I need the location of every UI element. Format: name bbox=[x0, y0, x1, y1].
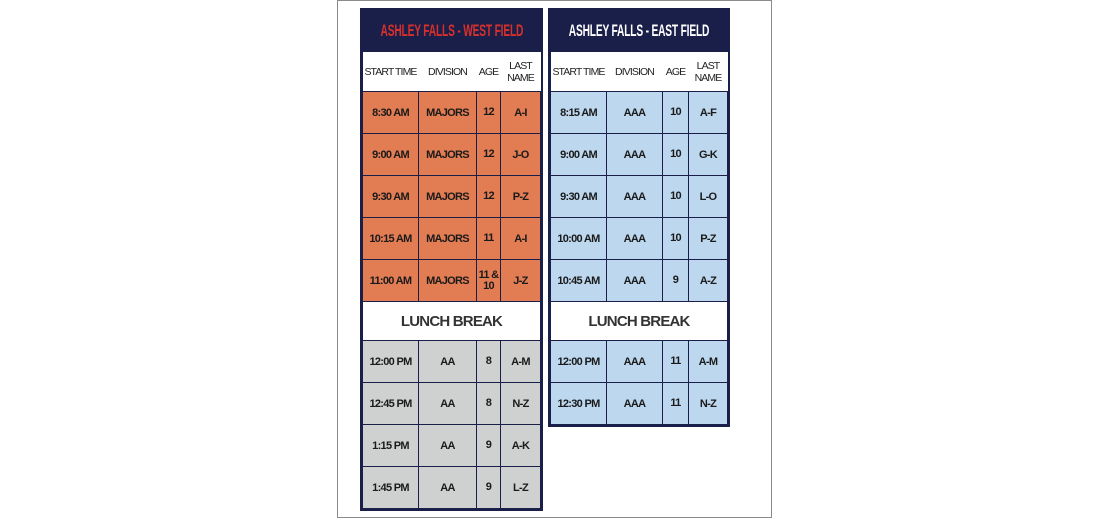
cell-start-time: 9:30 AM bbox=[551, 176, 607, 218]
cell-division: MAJORS bbox=[419, 134, 477, 176]
cell-start-time: 1:45 PM bbox=[363, 467, 419, 509]
table-row bbox=[363, 134, 541, 176]
cell-age: 10 bbox=[663, 176, 689, 218]
cell-last-name: L-Z bbox=[501, 467, 541, 509]
east-field-schedule bbox=[548, 8, 730, 427]
table-row bbox=[551, 92, 728, 134]
cell-start-time: 12:45 PM bbox=[363, 383, 419, 425]
cell-last-name: N-Z bbox=[689, 383, 728, 425]
cell-age: 9 bbox=[477, 467, 501, 509]
cell-start-time: 9:00 AM bbox=[551, 134, 607, 176]
cell-division: AAA bbox=[607, 260, 663, 302]
cell-age: 11 & 10 bbox=[477, 260, 501, 302]
cell-start-time: 10:15 AM bbox=[363, 218, 419, 260]
east-field-title-bar bbox=[550, 10, 728, 51]
cell-division: AA bbox=[419, 341, 477, 383]
table-row bbox=[551, 341, 728, 383]
cell-start-time: 8:15 AM bbox=[551, 92, 607, 134]
cell-last-name: A-M bbox=[501, 341, 541, 383]
table-row bbox=[363, 260, 541, 302]
table-row bbox=[363, 176, 541, 218]
cell-age: 10 bbox=[663, 134, 689, 176]
table-row bbox=[551, 134, 728, 176]
cell-start-time: 12:00 PM bbox=[363, 341, 419, 383]
cell-last-name: A-M bbox=[689, 341, 728, 383]
column-header-age: AGE bbox=[477, 52, 501, 92]
cell-division: MAJORS bbox=[419, 176, 477, 218]
cell-division: AAA bbox=[607, 176, 663, 218]
cell-division: AAA bbox=[607, 383, 663, 425]
cell-age: 11 bbox=[663, 383, 689, 425]
cell-start-time: 9:00 AM bbox=[363, 134, 419, 176]
table-row bbox=[363, 383, 541, 425]
column-header-last-name: LAST NAME bbox=[689, 52, 728, 92]
cell-start-time: 12:30 PM bbox=[551, 383, 607, 425]
cell-last-name: P-Z bbox=[501, 176, 541, 218]
west-schedule-table bbox=[362, 51, 541, 509]
cell-division: AA bbox=[419, 467, 477, 509]
cell-age: 9 bbox=[663, 260, 689, 302]
cell-age: 8 bbox=[477, 383, 501, 425]
cell-last-name: A-F bbox=[689, 92, 728, 134]
cell-last-name: A-Z bbox=[689, 260, 728, 302]
cell-division: AAA bbox=[607, 341, 663, 383]
table-row bbox=[551, 383, 728, 425]
column-header-start-time: START TIME bbox=[363, 52, 419, 92]
cell-age: 12 bbox=[477, 92, 501, 134]
table-row bbox=[363, 218, 541, 260]
cell-start-time: 12:00 PM bbox=[551, 341, 607, 383]
cell-last-name: A-I bbox=[501, 92, 541, 134]
cell-last-name: J-Z bbox=[501, 260, 541, 302]
column-header-start-time: START TIME bbox=[551, 52, 607, 92]
cell-division: MAJORS bbox=[419, 92, 477, 134]
cell-division: AAA bbox=[607, 134, 663, 176]
cell-last-name: L-O bbox=[689, 176, 728, 218]
cell-age: 10 bbox=[663, 92, 689, 134]
east-field-title: ASHLEY FALLS - EAST FIELD bbox=[568, 20, 710, 40]
cell-age: 10 bbox=[663, 218, 689, 260]
cell-start-time: 9:30 AM bbox=[363, 176, 419, 218]
cell-last-name: A-I bbox=[501, 218, 541, 260]
cell-last-name: J-O bbox=[501, 134, 541, 176]
lunch-break-label: LUNCH BREAK bbox=[363, 302, 541, 341]
west-field-title: ASHLEY FALLS - WEST FIELD bbox=[380, 20, 523, 40]
east-schedule-table bbox=[550, 51, 728, 425]
west-field-schedule bbox=[360, 8, 543, 511]
lunch-break-label: LUNCH BREAK bbox=[551, 302, 728, 341]
cell-age: 11 bbox=[477, 218, 501, 260]
cell-age: 8 bbox=[477, 341, 501, 383]
column-header-last-name: LAST NAME bbox=[501, 52, 541, 92]
column-header-row bbox=[551, 52, 728, 92]
west-field-title-bar bbox=[362, 10, 541, 51]
cell-division: AAA bbox=[607, 218, 663, 260]
cell-last-name: N-Z bbox=[501, 383, 541, 425]
lunch-break-row bbox=[363, 302, 541, 341]
cell-age: 9 bbox=[477, 425, 501, 467]
cell-start-time: 1:15 PM bbox=[363, 425, 419, 467]
cell-start-time: 10:45 AM bbox=[551, 260, 607, 302]
cell-start-time: 11:00 AM bbox=[363, 260, 419, 302]
cell-age: 12 bbox=[477, 176, 501, 218]
cell-division: AAA bbox=[607, 92, 663, 134]
cell-start-time: 10:00 AM bbox=[551, 218, 607, 260]
cell-last-name: G-K bbox=[689, 134, 728, 176]
cell-last-name: A-K bbox=[501, 425, 541, 467]
cell-age: 12 bbox=[477, 134, 501, 176]
column-header-age: AGE bbox=[663, 52, 689, 92]
column-header-division: DIVISION bbox=[419, 52, 477, 92]
cell-division: AA bbox=[419, 425, 477, 467]
table-row bbox=[363, 467, 541, 509]
table-row bbox=[551, 260, 728, 302]
lunch-break-row bbox=[551, 302, 728, 341]
cell-division: MAJORS bbox=[419, 260, 477, 302]
cell-start-time: 8:30 AM bbox=[363, 92, 419, 134]
cell-age: 11 bbox=[663, 341, 689, 383]
table-row bbox=[551, 218, 728, 260]
column-header-row bbox=[363, 52, 541, 92]
table-row bbox=[363, 92, 541, 134]
table-row bbox=[551, 176, 728, 218]
table-row bbox=[363, 341, 541, 383]
cell-division: AA bbox=[419, 383, 477, 425]
cell-division: MAJORS bbox=[419, 218, 477, 260]
cell-last-name: P-Z bbox=[689, 218, 728, 260]
column-header-division: DIVISION bbox=[607, 52, 663, 92]
table-row bbox=[363, 425, 541, 467]
